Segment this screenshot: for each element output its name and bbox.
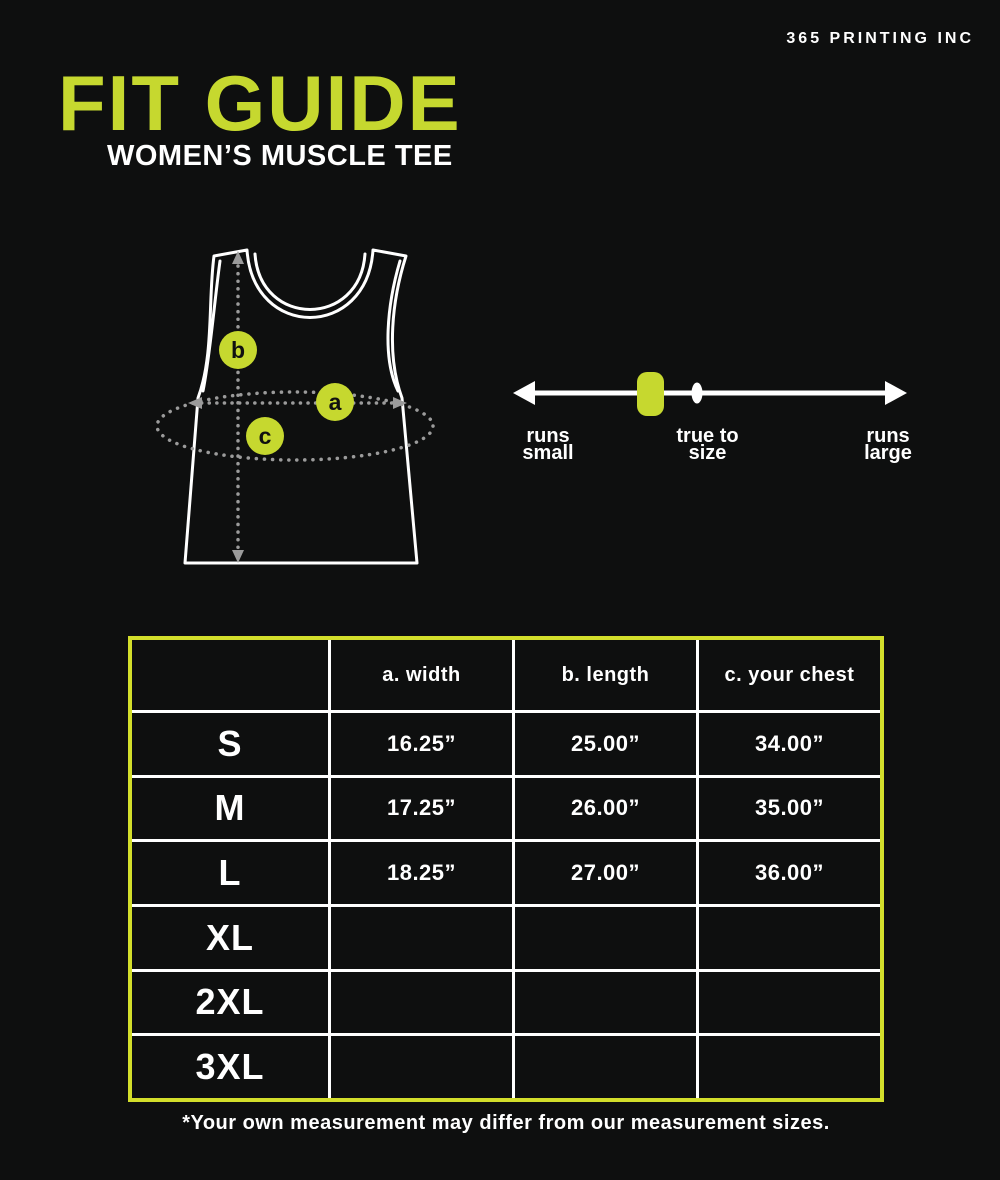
table-header-width: a. width	[331, 640, 512, 710]
table-header-corner	[132, 640, 328, 710]
marker-b-badge	[219, 331, 257, 369]
runs-large-line1: runs	[866, 425, 910, 447]
runs-small-line1: runs	[526, 425, 570, 447]
table-header-chest: c. your chest	[699, 640, 880, 710]
runs-large-line2: large	[864, 442, 912, 464]
row-s-length: 25.00”	[515, 713, 696, 775]
row-s-chest: 34.00”	[699, 713, 880, 775]
row-xl-length	[515, 907, 696, 969]
row-xl-chest	[699, 907, 880, 969]
fit-scale-graphic	[505, 355, 915, 435]
row-xl-width	[331, 907, 512, 969]
fit-scale-center-dot	[692, 383, 703, 404]
row-3xl-width	[331, 1036, 512, 1098]
row-3xl-chest	[699, 1036, 880, 1098]
marker-a-label: a	[328, 389, 342, 415]
row-s-width: 16.25”	[331, 713, 512, 775]
tank-top-outline-icon	[185, 250, 417, 563]
row-xl-size-label: XL	[132, 907, 328, 969]
runs-small-line2: small	[522, 442, 574, 464]
scale-left-arrow-icon	[513, 381, 535, 405]
row-l-chest: 36.00”	[699, 842, 880, 904]
scale-label-runs-small	[498, 425, 598, 464]
row-m-width: 17.25”	[331, 778, 512, 840]
true-to-size-line2: size	[688, 442, 727, 464]
scale-right-arrow-icon	[885, 381, 907, 405]
page-subtitle: WOMEN’S MUSCLE TEE	[107, 140, 453, 172]
row-2xl-width	[331, 972, 512, 1034]
row-s-size-label: S	[132, 713, 328, 775]
measurement-arrowheads	[188, 251, 407, 563]
table-header-length: b. length	[515, 640, 696, 710]
row-m-length: 26.00”	[515, 778, 696, 840]
row-l-size-label: L	[132, 842, 328, 904]
row-3xl-size-label: 3XL	[132, 1036, 328, 1098]
scale-label-true-to-size	[650, 425, 765, 464]
row-l-width: 18.25”	[331, 842, 512, 904]
size-table-grid	[132, 640, 880, 1098]
measurement-disclaimer: *Your own measurement may differ from our measurement sizes.	[182, 1112, 830, 1134]
row-m-size-label: M	[132, 778, 328, 840]
row-m-chest: 35.00”	[699, 778, 880, 840]
row-2xl-length	[515, 972, 696, 1034]
page-title: FIT GUIDE	[58, 59, 462, 147]
marker-c-label: c	[258, 423, 272, 449]
row-l-length: 27.00”	[515, 842, 696, 904]
marker-c-badge	[246, 417, 284, 455]
fit-scale-marker	[637, 372, 664, 416]
scale-label-runs-large	[838, 425, 938, 464]
row-2xl-size-label: 2XL	[132, 972, 328, 1034]
true-to-size-line1: true to	[676, 425, 739, 447]
row-3xl-length	[515, 1036, 696, 1098]
row-2xl-chest	[699, 972, 880, 1034]
muscle-tee-diagram	[140, 230, 470, 590]
marker-a-badge	[316, 383, 354, 421]
brand-name: 365 PRINTING INC	[786, 30, 974, 47]
size-table	[128, 636, 884, 1102]
marker-b-label: b	[230, 337, 246, 363]
